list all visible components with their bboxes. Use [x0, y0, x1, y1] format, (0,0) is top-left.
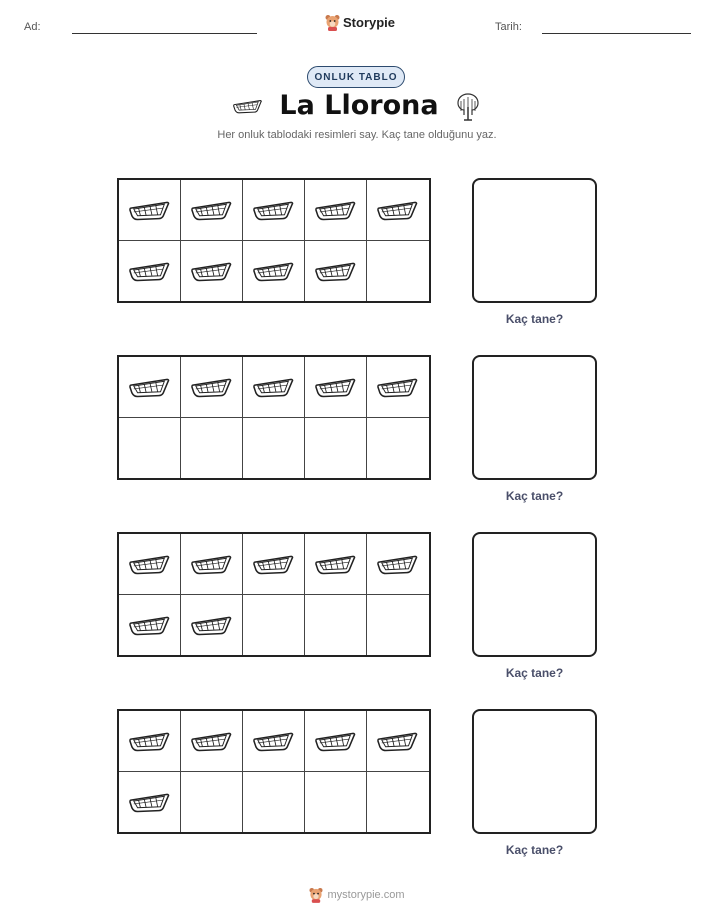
frame-cell	[243, 180, 305, 241]
rowboat-icon	[315, 730, 357, 752]
frame-cell	[181, 418, 243, 479]
frame-cell	[119, 418, 181, 479]
frame-cell	[243, 534, 305, 595]
ten-frame-1	[117, 178, 431, 303]
ten-frame-3	[117, 532, 431, 657]
rowboat-icon	[129, 791, 171, 813]
frame-cell	[305, 418, 367, 479]
answer-prompt-3: Kaç tane?	[505, 666, 564, 680]
rowboat-icon	[129, 260, 171, 282]
footer-url[interactable]: mystorypie.com	[327, 889, 405, 901]
rowboat-icon	[191, 730, 233, 752]
ten-frame-2	[117, 355, 431, 480]
frame-cell	[367, 357, 429, 418]
title-block	[0, 90, 714, 121]
rowboat-icon	[129, 614, 171, 636]
answer-prompt-1: Kaç tane?	[505, 312, 564, 326]
rowboat-icon	[315, 376, 357, 398]
instructions: Her onluk tablodaki resimleri say. Kaç tane olduğunu yaz.	[217, 129, 497, 141]
rowboat-icon	[253, 199, 295, 221]
frame-cell	[367, 711, 429, 772]
rowboat-icon	[377, 730, 419, 752]
answer-box-1[interactable]	[472, 178, 597, 303]
frame-cell	[305, 534, 367, 595]
answer-prompt-2: Kaç tane?	[505, 489, 564, 503]
frame-cell	[367, 241, 429, 302]
frame-cell	[305, 180, 367, 241]
rowboat-icon	[253, 730, 295, 752]
frame-cell	[181, 241, 243, 302]
rowboat-icon	[191, 614, 233, 636]
frame-cell	[119, 711, 181, 772]
answer-box-4[interactable]	[472, 709, 597, 834]
date-label: Tarih:	[495, 21, 522, 33]
frame-cell	[119, 180, 181, 241]
rowboat-icon	[253, 376, 295, 398]
rowboat-icon	[253, 260, 295, 282]
date-line[interactable]	[542, 33, 691, 34]
frame-cell	[181, 534, 243, 595]
frame-cell	[305, 357, 367, 418]
frame-cell	[119, 772, 181, 833]
rowboat-icon	[233, 95, 263, 117]
frame-cell	[181, 357, 243, 418]
rowboat-icon	[129, 376, 171, 398]
rowboat-icon	[315, 553, 357, 575]
frame-cell	[305, 595, 367, 656]
frame-cell	[367, 772, 429, 833]
rowboat-icon	[377, 376, 419, 398]
frame-cell	[243, 357, 305, 418]
rowboat-icon	[377, 199, 419, 221]
footer	[0, 887, 714, 903]
page-title: La Llorona	[279, 90, 439, 121]
rowboat-icon	[377, 553, 419, 575]
worksheet-type-badge: ONLUK TABLO	[307, 66, 405, 88]
answer-box-2[interactable]	[472, 355, 597, 480]
frame-cell	[305, 772, 367, 833]
frame-cell	[119, 357, 181, 418]
bear-mascot-icon	[325, 14, 340, 31]
frame-cell	[367, 418, 429, 479]
frame-cell	[243, 241, 305, 302]
frame-cell	[367, 595, 429, 656]
rowboat-icon	[191, 376, 233, 398]
frame-cell	[243, 772, 305, 833]
frame-cell	[243, 711, 305, 772]
frame-cell	[119, 534, 181, 595]
rowboat-icon	[129, 730, 171, 752]
bear-mascot-icon	[309, 887, 323, 903]
frame-cell	[305, 241, 367, 302]
frame-cell	[243, 418, 305, 479]
rowboat-icon	[191, 260, 233, 282]
frame-cell	[181, 595, 243, 656]
frame-cell	[367, 534, 429, 595]
ten-frame-4	[117, 709, 431, 834]
rowboat-icon	[191, 553, 233, 575]
brand-name: Storypie	[343, 15, 396, 30]
brand-logo	[325, 14, 395, 31]
frame-cell	[243, 595, 305, 656]
frame-cell	[181, 711, 243, 772]
frame-cell	[181, 180, 243, 241]
answer-prompt-4: Kaç tane?	[505, 843, 564, 857]
rowboat-icon	[315, 199, 357, 221]
rowboat-icon	[129, 553, 171, 575]
frame-cell	[367, 180, 429, 241]
name-line[interactable]	[72, 33, 257, 34]
rowboat-icon	[191, 199, 233, 221]
rowboat-icon	[129, 199, 171, 221]
frame-cell	[181, 772, 243, 833]
answer-box-3[interactable]	[472, 532, 597, 657]
frame-cell	[305, 711, 367, 772]
willow-tree-icon	[455, 91, 481, 121]
rowboat-icon	[315, 260, 357, 282]
frame-cell	[119, 241, 181, 302]
rowboat-icon	[253, 553, 295, 575]
name-label: Ad:	[24, 21, 41, 33]
frame-cell	[119, 595, 181, 656]
